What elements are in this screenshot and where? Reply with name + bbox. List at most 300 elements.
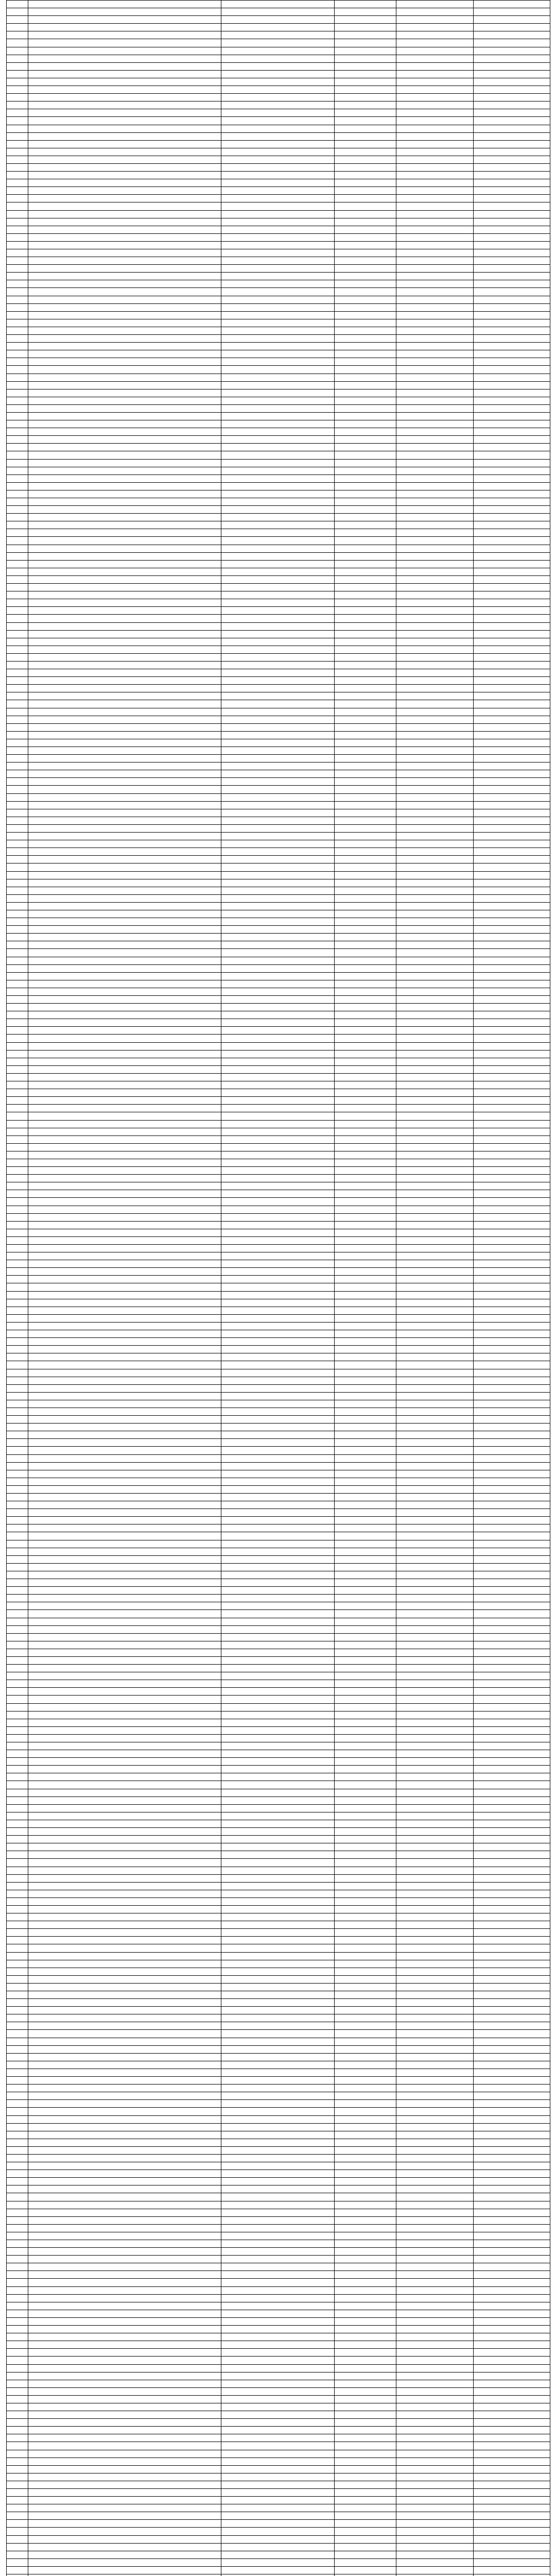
rank-cell — [396, 770, 474, 778]
score-cell — [335, 397, 396, 404]
row-number-cell — [7, 1797, 28, 1804]
table-row — [7, 964, 550, 972]
count-cell — [474, 1423, 550, 1431]
count-cell — [474, 1726, 550, 1734]
table-row — [7, 529, 550, 537]
rank-cell — [396, 2341, 474, 2349]
table-row — [7, 1828, 550, 1836]
table-row — [7, 669, 550, 677]
row-number-cell — [7, 786, 28, 793]
row-number-cell — [7, 350, 28, 358]
organization-cell — [28, 2224, 221, 2232]
score-cell — [335, 1011, 396, 1019]
organization-cell — [28, 988, 221, 995]
table-row — [7, 1665, 550, 1672]
position-cell — [221, 1999, 335, 2007]
rank-cell — [396, 1555, 474, 1563]
table-row — [7, 1618, 550, 1625]
score-cell — [335, 793, 396, 801]
row-number-cell — [7, 1384, 28, 1392]
row-number-cell — [7, 949, 28, 957]
position-cell — [221, 2535, 335, 2543]
row-number-cell — [7, 926, 28, 934]
table-row — [7, 163, 550, 171]
position-cell — [221, 1198, 335, 1206]
row-number-cell — [7, 817, 28, 824]
row-number-cell — [7, 2170, 28, 2178]
table-row — [7, 1276, 550, 1283]
rank-cell — [396, 1143, 474, 1151]
table-row — [7, 1524, 550, 1532]
table-row — [7, 78, 550, 86]
organization-cell — [28, 856, 221, 863]
table-row — [7, 1260, 550, 1268]
table-row — [7, 887, 550, 894]
score-cell — [335, 2442, 396, 2450]
rank-cell — [396, 2256, 474, 2263]
position-cell — [221, 918, 335, 926]
count-cell — [474, 1151, 550, 1159]
count-cell — [474, 2045, 550, 2053]
count-cell — [474, 210, 550, 218]
score-cell — [335, 210, 396, 218]
table-row — [7, 723, 550, 731]
organization-cell — [28, 1050, 221, 1058]
table-row — [7, 2302, 550, 2310]
score-cell — [335, 1035, 396, 1042]
organization-cell — [28, 70, 221, 78]
rank-cell — [396, 622, 474, 630]
organization-cell — [28, 1929, 221, 1937]
count-cell — [474, 661, 550, 669]
table-row — [7, 1742, 550, 1750]
row-number-cell — [7, 630, 28, 638]
organization-cell — [28, 1112, 221, 1120]
score-cell — [335, 2551, 396, 2558]
score-cell — [335, 2317, 396, 2325]
count-cell — [474, 1213, 550, 1221]
table-row — [7, 1423, 550, 1431]
organization-cell — [28, 2434, 221, 2442]
organization-cell — [28, 809, 221, 817]
position-cell — [221, 1307, 335, 1314]
position-cell — [221, 778, 335, 786]
score-cell — [335, 1299, 396, 1307]
row-number-cell — [7, 871, 28, 879]
organization-cell — [28, 622, 221, 630]
table-row — [7, 2069, 550, 2076]
score-cell — [335, 1836, 396, 1843]
count-cell — [474, 1128, 550, 1136]
count-cell — [474, 257, 550, 265]
score-cell — [335, 545, 396, 552]
rank-cell — [396, 1532, 474, 1540]
organization-cell — [28, 545, 221, 552]
rank-cell — [396, 451, 474, 459]
score-cell — [335, 2108, 396, 2115]
organization-cell — [28, 303, 221, 311]
organization-cell — [28, 1555, 221, 1563]
count-cell — [474, 615, 550, 622]
count-cell — [474, 1400, 550, 1408]
position-cell — [221, 1392, 335, 1400]
rank-cell — [396, 1719, 474, 1726]
count-cell — [474, 1890, 550, 1897]
row-number-cell — [7, 887, 28, 894]
organization-cell — [28, 16, 221, 24]
table-row — [7, 2201, 550, 2209]
position-cell — [221, 1112, 335, 1120]
count-cell — [474, 296, 550, 303]
rank-cell — [396, 2061, 474, 2069]
rank-cell — [396, 1268, 474, 1276]
organization-cell — [28, 1439, 221, 1447]
score-cell — [335, 1416, 396, 1423]
rank-cell — [396, 793, 474, 801]
count-cell — [474, 1330, 550, 1338]
row-number-cell — [7, 545, 28, 552]
organization-cell — [28, 2310, 221, 2317]
table-row — [7, 1625, 550, 1633]
rank-cell — [396, 2551, 474, 2558]
rank-cell — [396, 2512, 474, 2520]
score-cell — [335, 957, 396, 964]
row-number-cell — [7, 2326, 28, 2333]
organization-cell — [28, 218, 221, 226]
table-row — [7, 16, 550, 24]
row-number-cell — [7, 172, 28, 179]
organization-cell — [28, 2512, 221, 2520]
score-cell — [335, 2279, 396, 2286]
rank-cell — [396, 1696, 474, 1703]
organization-cell — [28, 677, 221, 685]
count-cell — [474, 1913, 550, 1921]
organization-cell — [28, 552, 221, 560]
score-cell — [335, 1618, 396, 1625]
organization-cell — [28, 762, 221, 770]
organization-cell — [28, 2185, 221, 2193]
table-row — [7, 856, 550, 863]
score-cell — [335, 1758, 396, 1766]
table-row — [7, 397, 550, 404]
score-cell — [335, 739, 396, 747]
count-cell — [474, 1190, 550, 1198]
rank-cell — [396, 1828, 474, 1836]
table-row — [7, 1330, 550, 1338]
score-cell — [335, 1517, 396, 1524]
position-cell — [221, 2434, 335, 2442]
position-cell — [221, 2256, 335, 2263]
rank-cell — [396, 140, 474, 148]
rank-cell — [396, 584, 474, 591]
table-row — [7, 2473, 550, 2481]
table-row — [7, 451, 550, 459]
position-cell — [221, 1470, 335, 1478]
score-cell — [335, 1665, 396, 1672]
count-cell — [474, 2061, 550, 2069]
score-cell — [335, 1470, 396, 1478]
table-row — [7, 1509, 550, 1517]
organization-cell — [28, 94, 221, 101]
score-cell — [335, 1276, 396, 1283]
position-cell — [221, 1968, 335, 1975]
organization-cell — [28, 148, 221, 156]
position-cell — [221, 2240, 335, 2248]
rank-cell — [396, 1921, 474, 1929]
organization-cell — [28, 2162, 221, 2170]
position-cell — [221, 887, 335, 894]
row-number-cell — [7, 428, 28, 436]
position-cell — [221, 817, 335, 824]
organization-cell — [28, 599, 221, 607]
score-cell — [335, 584, 396, 591]
score-cell — [335, 926, 396, 934]
score-cell — [335, 1236, 396, 1244]
score-cell — [335, 498, 396, 506]
row-number-cell — [7, 1400, 28, 1408]
table-row — [7, 1182, 550, 1190]
position-cell — [221, 2146, 335, 2154]
row-number-cell — [7, 575, 28, 583]
position-cell — [221, 1338, 335, 1346]
row-number-cell — [7, 677, 28, 685]
organization-cell — [28, 1229, 221, 1236]
organization-cell — [28, 716, 221, 723]
row-number-cell — [7, 412, 28, 420]
organization-cell — [28, 404, 221, 412]
score-cell — [335, 265, 396, 273]
row-number-cell — [7, 132, 28, 140]
rank-cell — [396, 2170, 474, 2178]
row-number-cell — [7, 1112, 28, 1120]
table-row — [7, 420, 550, 428]
score-cell — [335, 2450, 396, 2458]
row-number-cell — [7, 1913, 28, 1921]
score-cell — [335, 1555, 396, 1563]
organization-cell — [28, 2458, 221, 2465]
rank-cell — [396, 303, 474, 311]
rank-cell — [396, 436, 474, 444]
score-cell — [335, 2248, 396, 2256]
rank-cell — [396, 2411, 474, 2419]
score-cell — [335, 2146, 396, 2154]
table-row — [7, 1656, 550, 1664]
score-cell — [335, 2294, 396, 2302]
row-number-cell — [7, 1175, 28, 1182]
score-cell — [335, 8, 396, 16]
organization-cell — [28, 638, 221, 646]
table-row — [7, 2178, 550, 2185]
score-cell — [335, 2520, 396, 2528]
count-cell — [474, 1696, 550, 1703]
row-number-cell — [7, 2574, 28, 2576]
position-cell — [221, 1672, 335, 1680]
score-cell — [335, 1494, 396, 1501]
count-cell — [474, 2294, 550, 2302]
count-cell — [474, 607, 550, 615]
count-cell — [474, 1665, 550, 1672]
score-cell — [335, 2030, 396, 2038]
count-cell — [474, 2473, 550, 2481]
score-cell — [335, 2497, 396, 2504]
table-row — [7, 1470, 550, 1478]
position-cell — [221, 980, 335, 988]
count-cell — [474, 793, 550, 801]
score-cell — [335, 1478, 396, 1485]
position-cell — [221, 1485, 335, 1493]
organization-cell — [28, 1408, 221, 1415]
row-number-cell — [7, 863, 28, 871]
organization-cell — [28, 451, 221, 459]
row-number-cell — [7, 1236, 28, 1244]
table-row — [7, 638, 550, 646]
row-number-cell — [7, 646, 28, 653]
score-cell — [335, 2434, 396, 2442]
table-row — [7, 1882, 550, 1890]
count-cell — [474, 156, 550, 163]
score-cell — [335, 1400, 396, 1408]
row-number-cell — [7, 2450, 28, 2458]
count-cell — [474, 949, 550, 957]
table-row — [7, 1081, 550, 1089]
organization-cell — [28, 163, 221, 171]
position-cell — [221, 1633, 335, 1641]
count-cell — [474, 1672, 550, 1680]
organization-cell — [28, 2574, 221, 2576]
score-cell — [335, 233, 396, 241]
count-cell — [474, 2209, 550, 2216]
row-number-cell — [7, 2465, 28, 2473]
count-cell — [474, 218, 550, 226]
count-cell — [474, 1766, 550, 1773]
rank-cell — [396, 708, 474, 716]
table-row — [7, 2349, 550, 2357]
organization-cell — [28, 1423, 221, 1431]
position-cell — [221, 1035, 335, 1042]
count-cell — [474, 343, 550, 350]
organization-cell — [28, 957, 221, 964]
organization-cell — [28, 692, 221, 700]
organization-cell — [28, 1268, 221, 1276]
table-row — [7, 1867, 550, 1874]
position-cell — [221, 490, 335, 498]
count-cell — [474, 1563, 550, 1571]
score-cell — [335, 288, 396, 296]
score-cell — [335, 599, 396, 607]
rank-cell — [396, 273, 474, 280]
count-cell — [474, 1937, 550, 1944]
count-cell — [474, 1532, 550, 1540]
count-cell — [474, 2162, 550, 2170]
table-row — [7, 1633, 550, 1641]
row-number-cell — [7, 537, 28, 545]
position-cell — [221, 1766, 335, 1773]
row-number-cell — [7, 2193, 28, 2201]
table-row — [7, 1703, 550, 1711]
rank-cell — [396, 172, 474, 179]
position-cell — [221, 1587, 335, 1595]
score-cell — [335, 1462, 396, 1470]
table-row — [7, 265, 550, 273]
table-row — [7, 863, 550, 871]
count-cell — [474, 1983, 550, 1991]
score-cell — [335, 1346, 396, 1353]
organization-cell — [28, 374, 221, 381]
organization-cell — [28, 1027, 221, 1035]
score-cell — [335, 514, 396, 521]
row-number-cell — [7, 2317, 28, 2325]
row-number-cell — [7, 2100, 28, 2108]
table-row — [7, 31, 550, 39]
score-cell — [335, 638, 396, 646]
score-cell — [335, 156, 396, 163]
table-row — [7, 1236, 550, 1244]
count-cell — [474, 521, 550, 529]
score-cell — [335, 2395, 396, 2403]
row-number-cell — [7, 210, 28, 218]
table-row — [7, 692, 550, 700]
organization-cell — [28, 1944, 221, 1952]
count-cell — [474, 2357, 550, 2364]
score-cell — [335, 257, 396, 265]
row-number-cell — [7, 303, 28, 311]
organization-cell — [28, 1851, 221, 1859]
row-number-cell — [7, 1696, 28, 1703]
score-cell — [335, 2209, 396, 2216]
table-row — [7, 731, 550, 739]
table-row — [7, 1517, 550, 1524]
score-cell — [335, 436, 396, 444]
row-number-cell — [7, 918, 28, 926]
table-row — [7, 2256, 550, 2263]
organization-cell — [28, 2395, 221, 2403]
position-cell — [221, 575, 335, 583]
position-cell — [221, 552, 335, 560]
table-row — [7, 2294, 550, 2302]
count-cell — [474, 1571, 550, 1579]
position-cell — [221, 1105, 335, 1112]
count-cell — [474, 1494, 550, 1501]
score-cell — [335, 1120, 396, 1128]
score-cell — [335, 902, 396, 910]
position-cell — [221, 2045, 335, 2053]
position-cell — [221, 132, 335, 140]
table-row — [7, 1952, 550, 1960]
score-cell — [335, 506, 396, 514]
count-cell — [474, 280, 550, 288]
row-number-cell — [7, 257, 28, 265]
count-cell — [474, 288, 550, 296]
organization-cell — [28, 311, 221, 319]
count-cell — [474, 24, 550, 31]
score-cell — [335, 381, 396, 389]
organization-cell — [28, 871, 221, 879]
score-cell — [335, 1027, 396, 1035]
count-cell — [474, 1392, 550, 1400]
position-cell — [221, 1734, 335, 1742]
organization-cell — [28, 2333, 221, 2341]
score-cell — [335, 2341, 396, 2349]
count-cell — [474, 2450, 550, 2458]
organization-cell — [28, 1874, 221, 1882]
row-number-cell — [7, 2357, 28, 2364]
rank-cell — [396, 412, 474, 420]
table-row — [7, 918, 550, 926]
score-cell — [335, 1384, 396, 1392]
row-number-cell — [7, 2131, 28, 2139]
count-cell — [474, 591, 550, 599]
count-cell — [474, 692, 550, 700]
